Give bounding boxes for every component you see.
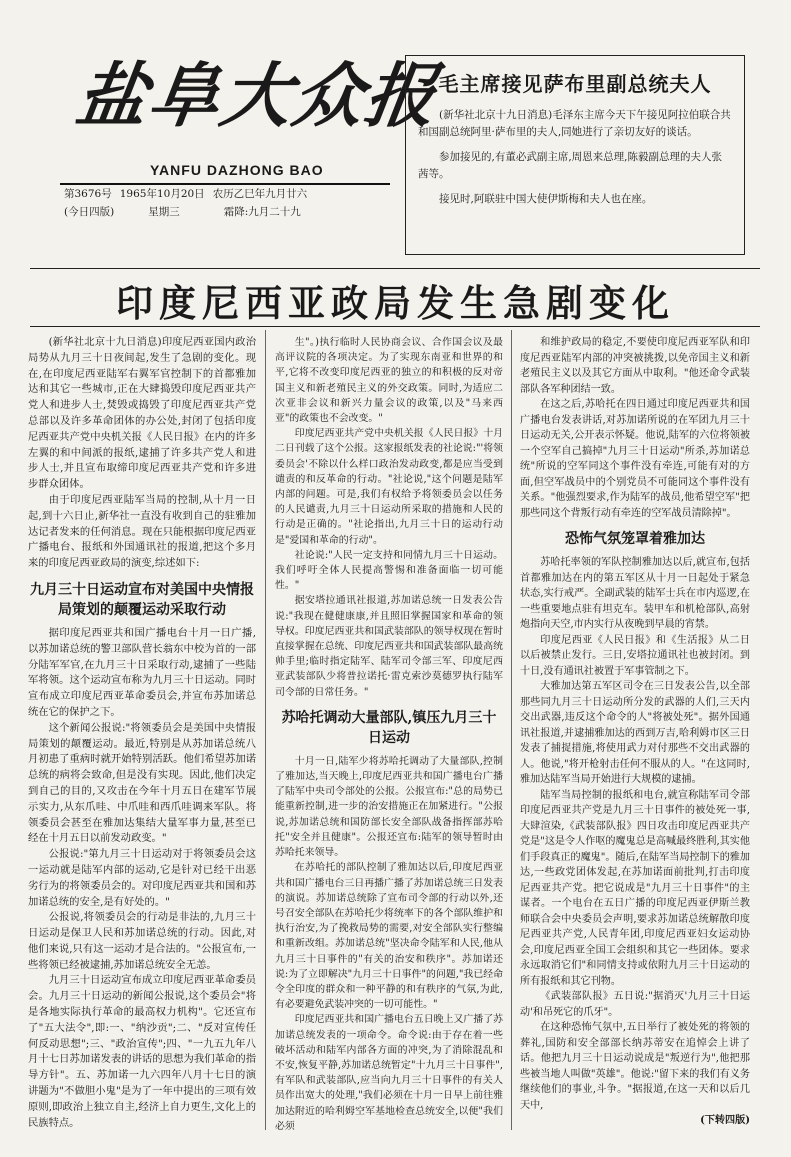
lunar-date: 农历乙巳年九月廿六: [212, 188, 308, 200]
column-divider: [511, 330, 512, 1130]
article-paragraph: 印度尼西亚共产党中央机关报《人民日报》十月二日刊载了这个公报。这家报纸发表的社论说:"'将领委员会'不除以什么样口政治发动政变,都是应当受到谴责的和反革命的行动。"社论说,"这个问题是陆军内部的问题。可是,我们有权给予将领委员会以任务的人民谴责,九月三十日运动所采取的措施和人民的行动是正确的。"社论指出,九月三十日的运动行动是"爱国和革命的行动"。: [275, 428, 503, 546]
top-story-box: [405, 55, 745, 255]
top-story-paragraph: 参加接见的,有董必武副主席,周恩来总理,陈毅副总理的夫人张茜等。: [418, 151, 723, 180]
article-paragraph: 大雅加达第五军区司令在三日发表公告,以全部那些同九月三十日运动所分发的武器的人们,三天内交出武器,违反这个命令的人"将被处死"。据外国通讯社报道,并逮捕雅加达的西到万吉,哈利姆市区三日发表了捕捉措施,将使用武力对付那些不交出武器的人。他说,"将开枪射击任何不服从的人。"在这同时,雅加达陆军当局开始进行大规模的逮捕。: [520, 681, 750, 785]
article-paragraph: (新华社北京十九日消息)印度尼西亚国内政治局势从九月三十日夜间起,发生了急剧的变化。现在,在印度尼西亚陆军右翼军官控制下的首都雅加达和其它一些城市,正在大肆捣毁印度尼西亚共产党人和进步人士,焚毁或捣毁了印度尼西亚共产党总部以及许多革命团体的办公处,封闭了包括印度尼西亚共产党中央机关报《人民日报》在内的许多左翼的和中间派的报纸,逮捕了许多共产党人和进步人士,并且宣布取缔印度尼西亚共产党和许多进步群众团体。: [28, 336, 256, 491]
article-paragraph: 公报说:"第九月三十日运动对于将领委员会这一运动就是陆军内部的运动,它是针对已经干出恶劣行为的将领委员会的。对印度尼西亚共和国和苏加诺总统的安全,是有好处的。": [28, 848, 256, 908]
newspaper-title: 盐阜大众报: [71, 54, 444, 137]
article-paragraph: 陆军当局控制的报纸和电台,就宣称陆军司令部印度尼西亚共产党是九月三十日事件的被处死一事,大肆渲染,《武装部队报》四日攻击印度尼西亚共产党是"这是令人作呕的魔鬼总是高喊最终胜利,其实他们手段真正的魔鬼"。随后,在陆军当局控制下的雅加达,一些政党团体发起,在苏加诺面前批判,打击印度尼西亚共产党。把它说成是"九月三十日事件"的主谋者。一个电台在五日广播的印度尼西亚伊斯兰教师联合会中央委员会声明,要求苏加诺总统解散印度尼西亚共产党,人民青年团,印度尼西亚妇女运动协会,印度尼西亚全国工会组织和其它一些团体。要求永远取消它们"和同情支持或依附九月三十日运动的所有报纸和其它刊物。: [520, 789, 750, 987]
top-story-paragraph: (新华社北京十九日消息)毛泽东主席今天下午接见阿拉伯联合共和国副总统阿里·萨布里的夫人,同她进行了亲切友好的谈话。: [418, 109, 731, 138]
daily-note: (今日四版): [64, 206, 115, 218]
continued-note: (下转四版): [700, 1115, 750, 1126]
article-paragraph: 生"。)执行临时人民协商会议、合作国会议及最高评议院的各项决定。为了实现东南亚和世界的和平,它将不改变印度尼西亚的独立的和积极的反对帝国主义和新老殖民主义的外交政策。同时,为适应二次亚非会议和新兴力量会议的政策,以及"马来西亚"的政策也不会改变。": [275, 337, 503, 425]
lunar-jieqi: 霜降:九月二十九: [223, 206, 301, 218]
top-story-paragraph: 接见时,阿联驻中国大使伊斯梅和夫人也在座。: [439, 193, 653, 205]
article-paragraph: 苏哈托率领的军队控制雅加达以后,就宣布,包括首都雅加达在内的第五军区从十月一日起处于紧急状态,实行戒严。全副武装的陆军士兵在市内巡逻,在一些重要地点驻有坦克车。装甲车和机枪部队,高射炮指向天空,市内实行从夜晚到早晨的宵禁。: [520, 557, 750, 630]
top-story-headline: 毛主席接见萨布里副总统夫人: [438, 72, 712, 96]
subheading: 苏哈托调动大量部队,镇压九月三十日运动: [281, 709, 497, 746]
issue-number: 第3676号: [64, 188, 112, 200]
article-paragraph: 和维护政局的稳定,不要使印度尼西亚军队和印度尼西亚陆军内部的冲突被挑拨,以免帝国主义和新老殖民主义以及其它方面从中取利。"他还命令武装部队各军种团结一致。: [520, 337, 750, 395]
divider: [30, 326, 760, 327]
article-paragraph: 九月三十日运动宣布成立印度尼西亚革命委员会。九月三十日运动的新闻公报说,这个委员会"将是各地实际执行革命的最高权力机构"。它还宣布了"五大法令",即:一、"纳沙贡";二、"反对宣传任何反动思想";三、"政治宣传";四、"一九五九年八月十七日苏加诺发表的讲话的思想为我们革命的指导方针"。五、苏加诺一九六四年八月十七日的演讲题为"不做胆小鬼"是为了一年中提出的三项有效原则,即政治上独立自主,经济上自力更生,文化上的民族特点。: [28, 974, 256, 1129]
article-column-2: [275, 335, 503, 1134]
article-paragraph: 据安塔拉通讯社报道,苏加诺总统一日发表公告说:"我现在健健康康,并且照旧掌握国家和革命的领导权。印度尼西亚共和国武装部队的领导权现在暂时直接掌握在总统、印度尼西亚共和国武装部队最高统帅手里;临时指定陆军、陆军司令部三军、印度尼西亚武装部队少将普拉诺托·雷克索沙莫德罗执行陆军司令部的日常任务。": [275, 595, 503, 698]
main-headline: 印度尼西亚政局发生急剧变化: [116, 281, 675, 325]
article-paragraph: 在苏哈托的部队控制了雅加达以后,印度尼西亚共和国广播电台三日再播广播了苏加诺总统三日发表的演说。苏加诺总统除了宣布司令部的行动以外,还号召安全部队在苏哈托少将统率下的各个部队维护和执行治安,为了挽救局势的需要,对安全部队实行整编和重新改组。苏加诺总统"坚决命令陆军和人民,他从九月三十日事件的"有关的治安和秩序"。苏加诺还说:为了立即解决"九月三十日事件"的问题,"我已经命令全印度的群众和一种平静的和有秩序的气氛,为此,有必要避免武装冲突的一切可能性。": [275, 862, 503, 1011]
issue-info: [60, 183, 390, 221]
weekday: 星期三: [148, 206, 180, 218]
article-column-3: [520, 335, 750, 1129]
newspaper-pinyin: YANFU DAZHONG BAO: [150, 162, 324, 178]
article-paragraph: 印度尼西亚共和国广播电台五日晚上又广播了苏加诺总统发表的一项命令。命令说:由于存在着一些破坏活动和陆军内部各方面的冲突,为了消除混乱和不安,恢复平静,苏加诺总统暂定"十九月三十日事件",有军队和武装部队,应当向九月三十日事件的有关人员作出宽大的处理,"我们必须在十月一日早上前往雅加达附近的哈利姆空军基地检查总统安全,以便"我们必须: [275, 1014, 503, 1132]
article-paragraph: 十月一日,陆军少将苏哈托调动了大量部队,控制了雅加达,当天晚上,印度尼西亚共和国广播电台广播了陆军中央司令部处的公报。公报宣布:"总的局势已能重新控制,进一步的治安措施正在加紧进行。"公报说,苏加诺总统和国防部长安全部队战备指挥部苏哈托"安全并且健康"。公报还宣布:陆军的领导暂时由苏哈托来领导。: [275, 755, 503, 859]
subheading: 九月三十日运动宣布对美国中央情报局策划的颠覆运动采取行动: [30, 581, 254, 618]
article-paragraph: 在这之后,苏哈托在四日通过印度尼西亚共和国广播电台发表讲话,对苏加诺所说的在军团九月三十日运动无关,公开表示怀疑。他说,陆军的六位将领被一个空军自己搞掉"九月三十日运动"所杀,苏加诺总统"所说的空军同这个事件没有牵连,可能有对的方面,但空军战员中的个别党员不可能同这个事件没有关系。"他强烈要求,作为陆军的战员,他希望空军"把那些同这个背叛行动有牵连的空军战员清除掉"。: [520, 399, 750, 519]
article-paragraph: 据印度尼西亚共和国广播电台十月一日广播,以苏加诺总统的警卫部队营长翁东中校为首的一部分陆军军官,在九月三十日采取行动,逮捕了一些陆军将领。这个运动宣布称为九月三十日运动。同时宣布成立印度尼西亚革命委员会,并宣布苏加诺总统在它的保护之下。: [28, 626, 256, 718]
article-paragraph: 社论说:"人民一定支持和同情九月三十日运动。我们呼吁全体人民提高警惕和准备面临一切可能性。": [275, 549, 503, 592]
subheading: 恐怖气氛笼罩着雅加达: [565, 531, 705, 547]
article-paragraph: 由于印度尼西亚陆军当局的控制,从十月一日起,到十六日止,新华社一直没有收到自己的驻雅加达记者发来的任何消息。现在只能根据印度尼西亚广播电台、报纸和外国通讯社的报道,把这个多月来的印度尼西亚政局的演变,综述如下:: [28, 493, 256, 570]
article-column-1: [28, 335, 256, 1131]
column-divider: [265, 330, 266, 1130]
article-paragraph: 在这种恐怖气氛中,五日举行了被处死的将领的葬礼,国防和安全部部长纳苏蒂安在追悼会上讲了话。他把九月三十日运动说成是"叛逆行为",他把那些被当地人叫做"英雄"。他说:"留下来的我们有义务继续他们的事业,斗争。"据报道,在这一天和以后几天中,: [520, 1022, 750, 1111]
issue-date: 1965年10月20日: [119, 188, 205, 200]
article-paragraph: 这个新闻公报说:"将领委员会是美国中央情报局策划的颠覆运动。最近,特别是从苏加诺总统八月初患了重病时就开始特别活跃。他们希望苏加诺总统的病将会致命,但是没有实现。因此,他们决定到自己的目的,又攻击在今年十月五日在建军节展示实力,从东爪哇、中爪哇和西爪哇调来军队。将领委员会甚至在雅加达集结大量军事力量,甚至已经在十月五日以前发动政变。": [28, 721, 256, 845]
article-paragraph: 印度尼西亚《人民日报》和《生活报》从二日以后被禁止发行。三日,安塔拉通讯社也被封闭。到十日,没有通讯社被置于军事管制之下。: [520, 634, 750, 677]
article-paragraph: 公报说,将领委员会的行动是非法的,九月三十日运动是保卫人民和苏加诺总统的行动。因此,对他们来说,只有这一运动才是合法的。"公报宣布,一些将领已经被逮捕,苏加诺总统安全无恙。: [28, 911, 256, 971]
divider: [30, 268, 760, 269]
article-paragraph: 《武装部队报》五日说:"据消灭'九月三十日运动'和吊死它的爪牙"。: [520, 991, 750, 1018]
masthead: [60, 40, 444, 235]
